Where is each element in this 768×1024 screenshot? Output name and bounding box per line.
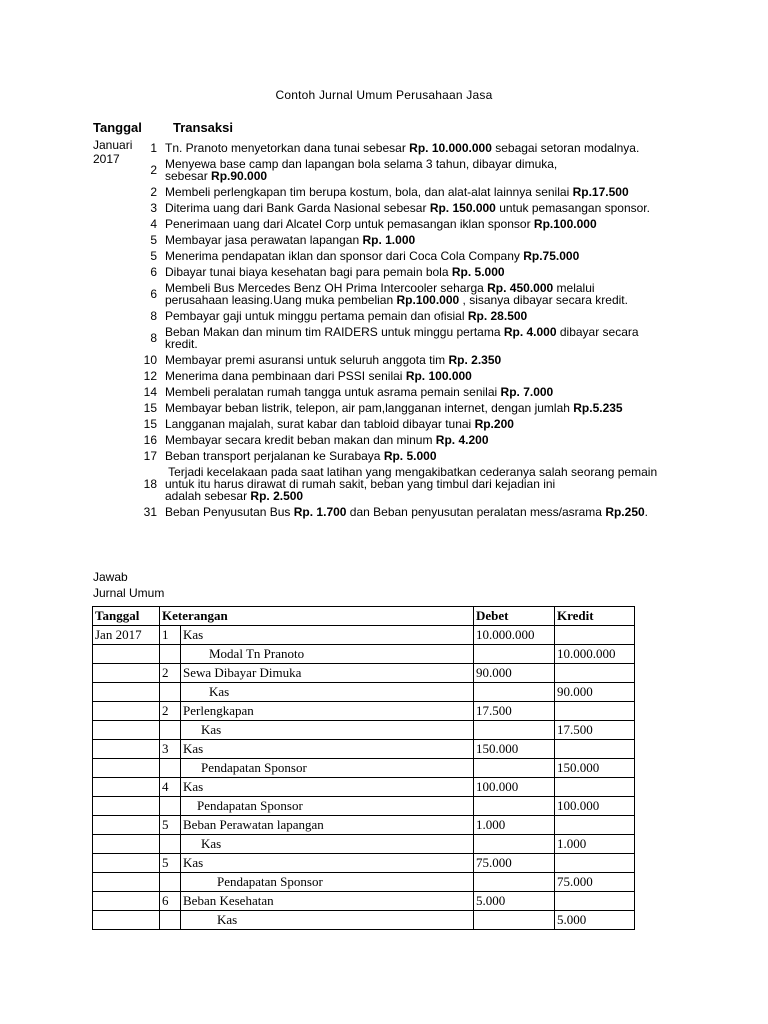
transaction-row: [93, 250, 713, 262]
transaction-row: [93, 266, 713, 278]
transaction-line: [165, 294, 700, 306]
cell-kredit: 75.000: [555, 873, 635, 892]
cell-kredit: [555, 778, 635, 797]
description-text: Langganan majalah, surat kabar dan tabloid dibayar tunai: [165, 417, 475, 431]
cell-kredit: 100.000: [555, 797, 635, 816]
description-text: dan Beban penyusutan peralatan mess/asrama: [346, 505, 606, 519]
cell-tanggal: [93, 854, 160, 873]
cell-debet: 1.000: [474, 816, 555, 835]
col-debet: Debet: [474, 607, 555, 626]
transaction-row: [93, 434, 713, 446]
transaction-day: 8: [150, 309, 157, 323]
transaction-day: 16: [143, 433, 157, 447]
cell-kredit: [555, 816, 635, 835]
transaction-row: [93, 142, 713, 154]
transaction-line: [165, 250, 700, 262]
cell-debet: [474, 797, 555, 816]
description-text: melalui: [553, 281, 595, 295]
transaction-description: [165, 202, 700, 214]
transaction-row: [93, 218, 713, 230]
table-row: [93, 797, 635, 816]
transaction-day: 8: [150, 331, 157, 345]
amount-text: Rp. 7.000: [500, 385, 554, 399]
transaction-line: [165, 170, 700, 182]
cell-tanggal: [93, 664, 160, 683]
description-text: Pembayar gaji untuk minggu pertama pemain dan ofisial: [165, 309, 468, 323]
cell-no: 2: [160, 664, 181, 683]
cell-debet: 100.000: [474, 778, 555, 797]
transaction-day: 3: [150, 201, 157, 215]
transaction-description: [165, 310, 700, 322]
table-row: [93, 778, 635, 797]
amount-text: Rp. 5.000: [383, 449, 437, 463]
transaction-description: [165, 250, 700, 262]
transaction-description: [165, 186, 700, 198]
cell-no: 3: [160, 740, 181, 759]
description-text: Penerimaan uang dari Alcatel Corp untuk pemasangan iklan sponsor: [165, 217, 534, 231]
header-transaksi: Transaksi: [173, 120, 233, 135]
transaction-row: [93, 418, 713, 430]
description-text: perusahaan leasing.Uang muka pembelian: [165, 293, 397, 307]
transaction-row: [93, 326, 713, 350]
amount-text: Rp. 150.000: [429, 201, 496, 215]
transaction-row: [93, 158, 713, 182]
transaction-day: 31: [143, 505, 157, 519]
description-text: Membayar secara kredit beban makan dan minum: [165, 433, 436, 447]
description-text: Membeli Bus Mercedes Benz OH Prima Intercooler seharga: [165, 281, 488, 295]
description-text: sebagai setoran modalnya.: [491, 141, 640, 155]
transaction-description: [165, 218, 700, 230]
transaction-description: [165, 402, 700, 414]
col-kredit: Kredit: [555, 607, 635, 626]
transaction-description: [165, 386, 700, 398]
cell-debet: 90.000: [474, 664, 555, 683]
amount-text: Rp. 1.000: [362, 233, 416, 247]
description-text: Membeli perlengkapan tim berupa kostum, bola, dan alat-alat lainnya senilai: [165, 185, 573, 199]
cell-keterangan: Pendapatan Sponsor: [181, 873, 474, 892]
transaction-line: [165, 434, 700, 446]
description-text: .: [644, 505, 649, 519]
cell-kredit: [555, 664, 635, 683]
cell-keterangan: Kas: [181, 911, 474, 930]
transaction-day: 10: [143, 353, 157, 367]
cell-kredit: [555, 626, 635, 645]
description-text: Beban transport perjalanan ke Surabaya: [165, 449, 384, 463]
table-row: [93, 721, 635, 740]
description-text: Beban Penyusutan Bus: [165, 505, 294, 519]
amount-text: Rp.17.500: [572, 185, 629, 199]
cell-debet: [474, 835, 555, 854]
description-text: Diterima uang dari Bank Garda Nasional sebesar: [165, 201, 430, 215]
cell-keterangan: Kas: [181, 626, 474, 645]
description-text: dibayar secara: [556, 325, 639, 339]
table-row: [93, 664, 635, 683]
cell-debet: [474, 911, 555, 930]
transaction-line: [165, 218, 700, 230]
table-row: [93, 759, 635, 778]
cell-kredit: 1.000: [555, 835, 635, 854]
cell-tanggal: Jan 2017: [93, 626, 160, 645]
cell-no: [160, 645, 181, 664]
table-row: [93, 702, 635, 721]
transaction-row: [93, 310, 713, 322]
transaction-description: [165, 370, 700, 382]
transaction-day: 2: [150, 163, 157, 177]
transaction-row: [93, 506, 713, 518]
transaction-line: [165, 310, 700, 322]
transaction-description: [165, 466, 700, 502]
cell-no: 2: [160, 702, 181, 721]
journal-table: [92, 606, 635, 930]
transaction-day: 5: [150, 249, 157, 263]
cell-keterangan: Pendapatan Sponsor: [181, 759, 474, 778]
transaction-row: [93, 466, 713, 502]
cell-keterangan: Kas: [181, 778, 474, 797]
description-text: untuk itu harus dirawat di rumah sakit, beban yang timbul dari kejadian ini: [165, 477, 556, 491]
transaction-description: [165, 434, 700, 446]
cell-tanggal: [93, 759, 160, 778]
amount-text: Rp.5.235: [573, 401, 623, 415]
transaction-row: [93, 282, 713, 306]
table-row: [93, 854, 635, 873]
cell-keterangan: Kas: [181, 721, 474, 740]
transaction-line: [165, 370, 700, 382]
cell-no: [160, 873, 181, 892]
description-text: Menyewa base camp dan lapangan bola selama 3 tahun, dibayar dimuka,: [165, 157, 558, 171]
cell-kredit: [555, 740, 635, 759]
cell-keterangan: Pendapatan Sponsor: [181, 797, 474, 816]
cell-tanggal: [93, 892, 160, 911]
cell-debet: [474, 645, 555, 664]
transaction-day: 2: [150, 185, 157, 199]
cell-debet: 17.500: [474, 702, 555, 721]
transaction-row: [93, 450, 713, 462]
cell-debet: [474, 683, 555, 702]
description-text: Dibayar tunai biaya kesehatan bagi para pemain bola: [165, 265, 452, 279]
cell-debet: 150.000: [474, 740, 555, 759]
amount-text: Rp. 28.500: [467, 309, 528, 323]
transaction-day: 14: [143, 385, 157, 399]
transaction-line: [165, 386, 700, 398]
col-keterangan: Keterangan: [160, 607, 474, 626]
transaction-line: [165, 506, 700, 518]
cell-tanggal: [93, 911, 160, 930]
transaction-description: [165, 234, 700, 246]
transaction-line: [165, 450, 700, 462]
cell-keterangan: Beban Kesehatan: [181, 892, 474, 911]
cell-keterangan: Sewa Dibayar Dimuka: [181, 664, 474, 683]
transaction-line: [165, 142, 700, 154]
cell-debet: 75.000: [474, 854, 555, 873]
amount-text: Rp. 4.000: [503, 325, 557, 339]
jurnal-umum-label: Jurnal Umum: [93, 586, 165, 600]
cell-keterangan: Kas: [181, 854, 474, 873]
cell-debet: 5.000: [474, 892, 555, 911]
cell-keterangan: Kas: [181, 740, 474, 759]
transaction-line: [165, 326, 700, 338]
transaction-description: [165, 418, 700, 430]
amount-text: Rp.75.000: [523, 249, 580, 263]
transaction-line: [165, 202, 700, 214]
transaction-row: [93, 186, 713, 198]
transaction-day: 6: [150, 287, 157, 301]
amount-text: Rp.250: [605, 505, 645, 519]
cell-debet: [474, 759, 555, 778]
cell-no: 5: [160, 854, 181, 873]
date-year: 2017: [93, 152, 120, 166]
transaction-day: 5: [150, 233, 157, 247]
table-row: [93, 645, 635, 664]
transaction-description: [165, 354, 700, 366]
cell-tanggal: [93, 740, 160, 759]
amount-text: Rp. 2.350: [448, 353, 502, 367]
amount-text: Rp.100.000: [533, 217, 597, 231]
description-text: Terjadi kecelakaan pada saat latihan yang mengakibatkan cederanya salah seorang pemain: [165, 465, 658, 479]
transaction-line: [165, 354, 700, 366]
transaction-day: 12: [143, 369, 157, 383]
cell-no: [160, 797, 181, 816]
cell-no: 6: [160, 892, 181, 911]
table-row: [93, 873, 635, 892]
description-text: Menerima pendapatan iklan dan sponsor dari Coca Cola Company: [165, 249, 524, 263]
cell-keterangan: Perlengkapan: [181, 702, 474, 721]
transaction-day: 18: [143, 477, 157, 491]
table-row: [93, 626, 635, 645]
transaction-day: 15: [143, 417, 157, 431]
transaction-row: [93, 370, 713, 382]
header-tanggal: Tanggal: [93, 120, 142, 135]
description-text: Tn. Pranoto menyetorkan dana tunai sebesar: [165, 141, 410, 155]
cell-debet: [474, 873, 555, 892]
transaction-row: [93, 202, 713, 214]
description-text: Membayar beban listrik, telepon, air pam,langganan internet, dengan jumlah: [165, 401, 574, 415]
amount-text: Rp. 4.200: [435, 433, 489, 447]
transaction-description: [165, 450, 700, 462]
transaction-line: [165, 234, 700, 246]
description-text: Membayar premi asuransi untuk seluruh anggota tim: [165, 353, 449, 367]
amount-text: Rp. 450.000: [487, 281, 554, 295]
cell-no: [160, 683, 181, 702]
amount-text: Rp. 100.000: [405, 369, 472, 383]
cell-no: 5: [160, 816, 181, 835]
cell-debet: [474, 721, 555, 740]
cell-no: 1: [160, 626, 181, 645]
transaction-day: 6: [150, 265, 157, 279]
transaction-line: [165, 402, 700, 414]
transaction-row: [93, 402, 713, 414]
cell-no: 4: [160, 778, 181, 797]
transaction-line: [165, 490, 700, 502]
amount-text: Rp.100.000: [396, 293, 460, 307]
cell-kredit: [555, 892, 635, 911]
cell-tanggal: [93, 702, 160, 721]
cell-kredit: [555, 702, 635, 721]
transaction-description: [165, 282, 700, 306]
transaction-list: [93, 142, 713, 518]
jawab-label: Jawab: [93, 570, 128, 584]
cell-kredit: 5.000: [555, 911, 635, 930]
transaction-row: [93, 386, 713, 398]
cell-tanggal: [93, 873, 160, 892]
description-text: , sisanya dibayar secara kredit.: [459, 293, 628, 307]
cell-kredit: 17.500: [555, 721, 635, 740]
amount-text: Rp. 1.700: [293, 505, 347, 519]
description-text: Membeli peralatan rumah tangga untuk asrama pemain senilai: [165, 385, 501, 399]
amount-text: Rp. 5.000: [451, 265, 505, 279]
table-row: [93, 892, 635, 911]
amount-text: Rp. 2.500: [250, 489, 304, 503]
amount-text: Rp.200: [474, 417, 514, 431]
cell-no: [160, 721, 181, 740]
cell-kredit: 90.000: [555, 683, 635, 702]
journal-header-row: [93, 607, 635, 626]
cell-no: [160, 911, 181, 930]
transaction-line: [165, 418, 700, 430]
transaction-description: [165, 266, 700, 278]
description-text: Beban Makan dan minum tim RAIDERS untuk minggu pertama: [165, 325, 504, 339]
transaction-description: [165, 326, 700, 350]
cell-no: [160, 835, 181, 854]
description-text: Menerima dana pembinaan dari PSSI senilai: [165, 369, 406, 383]
cell-kredit: 150.000: [555, 759, 635, 778]
page-title: Contoh Jurnal Umum Perusahaan Jasa: [275, 88, 493, 102]
transaction-line: [165, 266, 700, 278]
cell-keterangan: Beban Perawatan lapangan: [181, 816, 474, 835]
cell-tanggal: [93, 835, 160, 854]
cell-tanggal: [93, 778, 160, 797]
transaction-day: 4: [150, 217, 157, 231]
table-row: [93, 835, 635, 854]
transaction-description: [165, 142, 700, 154]
amount-text: Rp. 10.000.000: [409, 141, 492, 155]
description-text: Membayar jasa perawatan lapangan: [165, 233, 363, 247]
transaction-day: 17: [143, 449, 157, 463]
journal-body: [93, 626, 635, 930]
col-tanggal: Tanggal: [93, 607, 160, 626]
cell-no: [160, 759, 181, 778]
transaction-description: [165, 158, 700, 182]
description-text: untuk pemasangan sponsor.: [495, 201, 650, 215]
cell-kredit: 10.000.000: [555, 645, 635, 664]
transaction-line: [165, 338, 700, 350]
description-text: sebesar: [165, 169, 212, 183]
amount-text: Rp.90.000: [211, 169, 268, 183]
description-text: adalah sebesar: [165, 489, 251, 503]
cell-keterangan: Modal Tn Pranoto: [181, 645, 474, 664]
transaction-row: [93, 354, 713, 366]
transaction-day: 15: [143, 401, 157, 415]
cell-tanggal: [93, 721, 160, 740]
cell-tanggal: [93, 816, 160, 835]
cell-tanggal: [93, 683, 160, 702]
description-text: kredit.: [165, 337, 198, 351]
transaction-row: [93, 234, 713, 246]
table-row: [93, 911, 635, 930]
cell-keterangan: Kas: [181, 835, 474, 854]
table-row: [93, 816, 635, 835]
table-row: [93, 683, 635, 702]
cell-kredit: [555, 854, 635, 873]
cell-debet: 10.000.000: [474, 626, 555, 645]
cell-tanggal: [93, 645, 160, 664]
cell-tanggal: [93, 797, 160, 816]
transaction-day: 1: [150, 141, 157, 155]
transaction-line: [165, 186, 700, 198]
date-month: Januari: [93, 138, 133, 152]
table-row: [93, 740, 635, 759]
cell-keterangan: Kas: [181, 683, 474, 702]
transaction-description: [165, 506, 700, 518]
